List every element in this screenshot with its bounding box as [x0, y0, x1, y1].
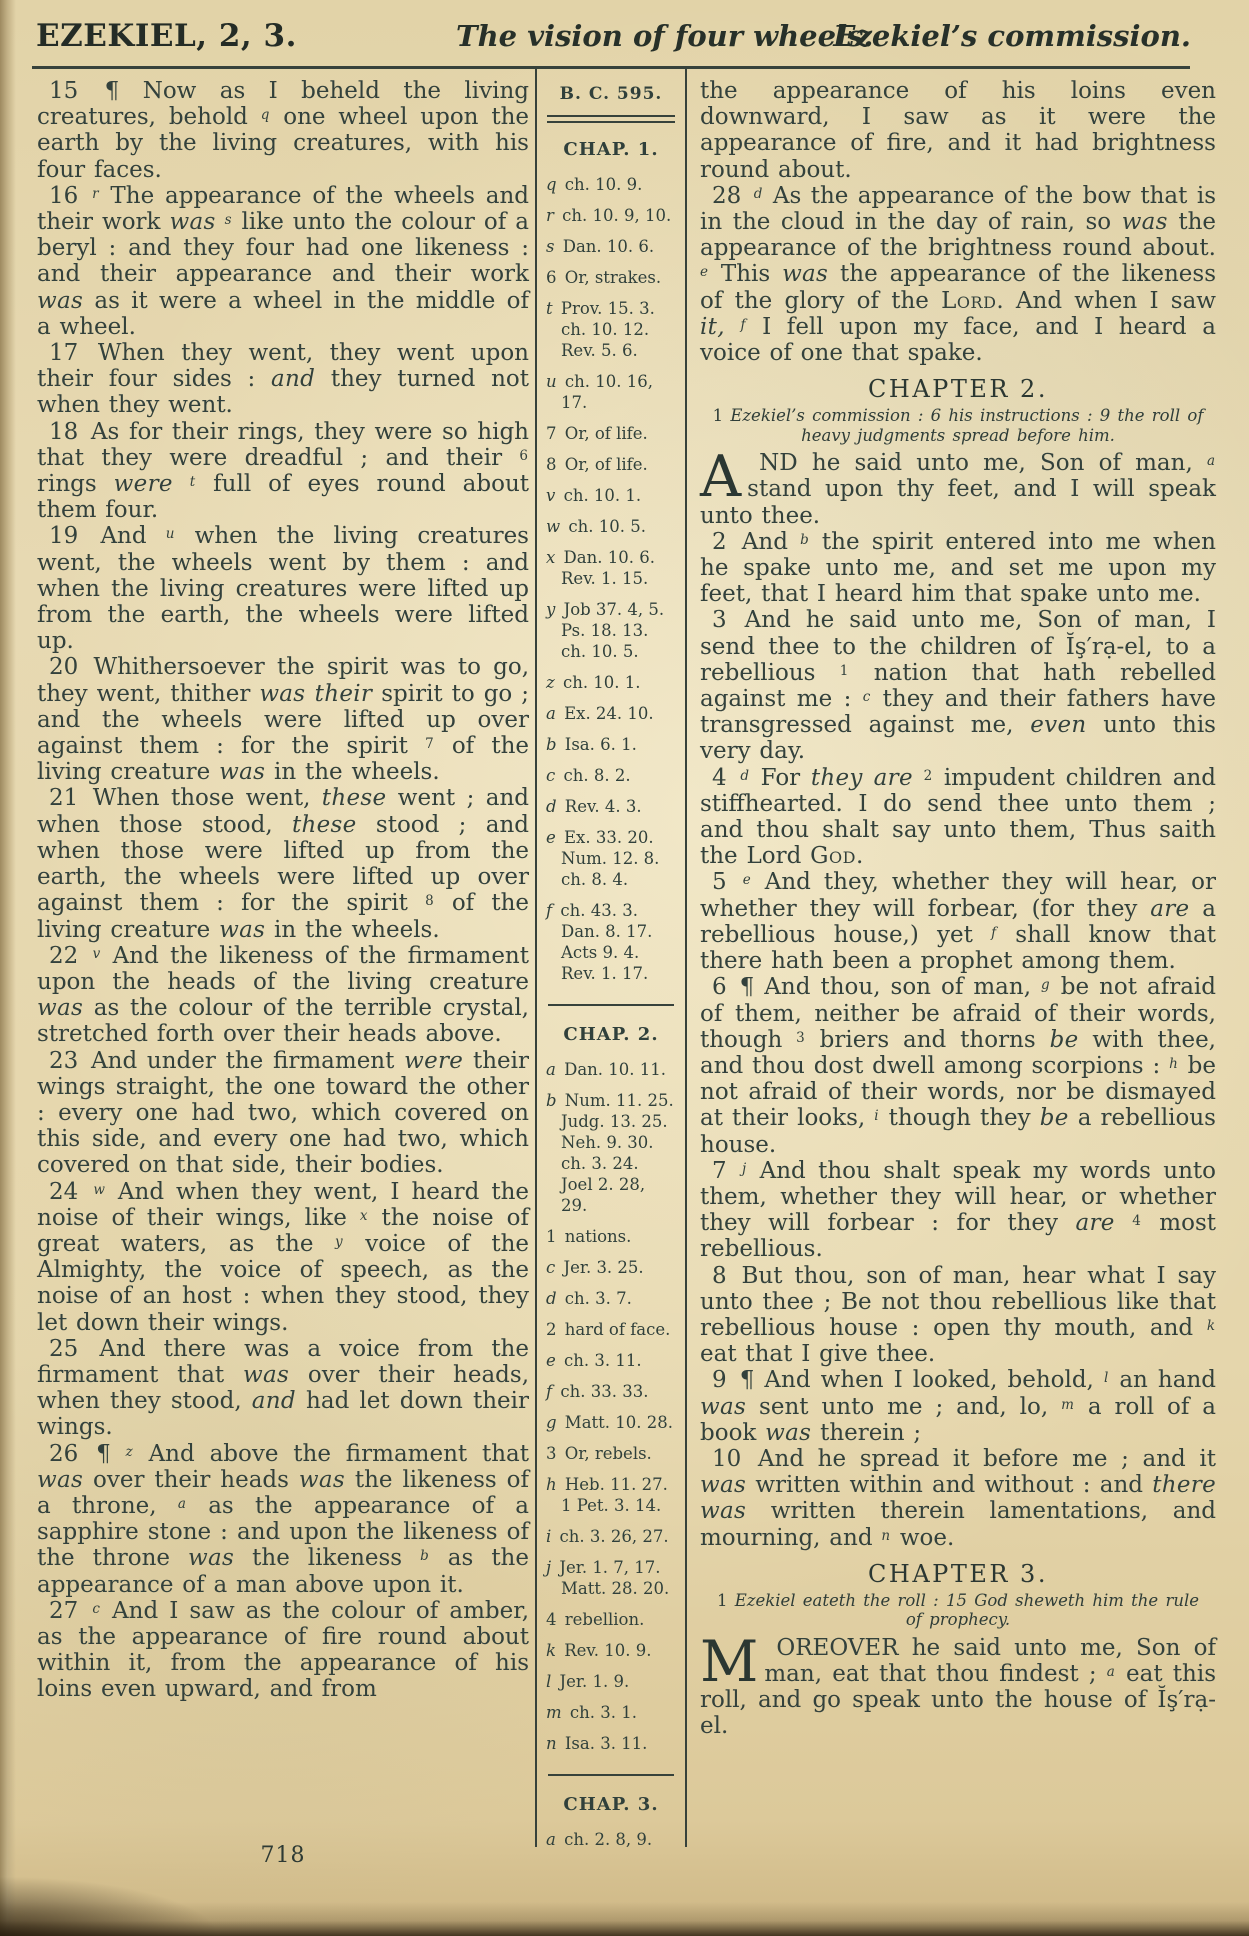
- reference-mark: a: [546, 704, 556, 723]
- reference-mark: t: [546, 299, 553, 318]
- verse: 20 Whithersoever the spirit was to go, they went, thither was their spirit to go ; and the wheels were lifted up over against them : for the spirit $^7$ of the living creature was in the wheels.: [37, 654, 530, 786]
- reference-mark: f: [546, 1382, 553, 1401]
- reference-mark: l: [546, 1672, 552, 1691]
- chapter-heading: CHAPTER 3.: [868, 1559, 1048, 1588]
- cross-reference: f ch. 43. 3. Dan. 8. 17. Acts 9. 4. Rev. 1. 17.: [546, 901, 653, 983]
- scripture-column-left: [37, 78, 529, 1703]
- reference-mark: e: [546, 828, 556, 847]
- verse: 9 ¶ And when I looked, behold, $^l$ an hand was sent unto me ; and, lo, $^m$ a roll of a book was therein ;: [700, 1367, 1216, 1446]
- verse-number: 7: [712, 1157, 727, 1184]
- cross-reference: a Ex. 24. 10.: [546, 704, 654, 723]
- verse: 23 And under the firmament were their wings straight, the one toward the other : every one had two, which covered on this side, and every one had two, which covered on that side, their bodies.: [37, 1047, 529, 1179]
- reference-mark: k: [546, 1641, 556, 1660]
- verse-number: 26: [49, 1440, 79, 1467]
- page-gutter-edge: [0, 0, 16, 1936]
- page-header: [36, 18, 1191, 62]
- cross-reference: h Heb. 11. 27. 1 Pet. 3. 14.: [546, 1475, 668, 1515]
- cross-reference: 2 hard of face.: [546, 1320, 671, 1339]
- verse-number: 25: [49, 1335, 79, 1362]
- cross-reference: 3 Or, rebels.: [546, 1444, 652, 1463]
- reference-mark: b: [546, 1091, 557, 1110]
- reference-mark: x: [546, 548, 556, 567]
- cross-reference: 7 Or, of life.: [546, 424, 648, 443]
- cross-reference: c Jer. 3. 25.: [546, 1258, 644, 1277]
- cross-reference: r ch. 10. 9, 10.: [546, 206, 672, 225]
- chapter-summary: 1 Ezekiel eateth the roll : 15 God sheweth him the rule of prophecy.: [716, 1590, 1200, 1630]
- cross-reference: n Isa. 3. 11.: [546, 1734, 648, 1753]
- verse-number: 17: [49, 340, 79, 367]
- verse-number: 18: [49, 418, 79, 445]
- reference-mark: r: [546, 206, 554, 225]
- cross-reference: b Isa. 6. 1.: [546, 735, 637, 754]
- reference-mark: s: [546, 237, 555, 256]
- verse: 18 As for their rings, they were so high that they were dreadful ; and their $^6$ rings were $^t$ full of eyes round about them four.: [37, 418, 529, 524]
- verse: 8 But thou, son of man, hear what I say unto thee ; Be not thou rebellious like that rebellious house : open thy mouth, and $^k$ eat that I give thee.: [700, 1262, 1216, 1368]
- book-chapter-title: EZEKIEL, 2, 3.: [36, 18, 297, 54]
- cross-reference: d Rev. 4. 3.: [546, 797, 642, 816]
- cross-reference: 6 Or, strakes.: [546, 268, 662, 287]
- running-head-right: Ezekiel’s commission.: [833, 19, 1191, 53]
- reference-mark: 2: [546, 1320, 557, 1339]
- verse-number: 8: [712, 1262, 727, 1289]
- reference-mark: d: [546, 797, 557, 816]
- header-rule: [32, 66, 1190, 69]
- reference-mark: a: [546, 1060, 556, 1079]
- column-rule-right: [685, 69, 687, 1847]
- cross-reference: 4 rebellion.: [546, 1610, 645, 1629]
- cross-reference: a Dan. 10. 11.: [546, 1060, 666, 1079]
- verse: 16 $^r$ The appearance of the wheels and their work was $^s$ like unto the colour of a beryl : and they four had one likeness : and their appearance and their work was as it were a wheel in the middle of a wheel.: [37, 182, 530, 340]
- chap-label: CHAP. 3.: [563, 1794, 659, 1815]
- running-head-left: The vision of four wheels.: [456, 19, 874, 53]
- verse-number: 15: [49, 78, 79, 104]
- cross-reference: e Ex. 33. 20. Num. 12. 8. ch. 8. 4.: [546, 828, 660, 889]
- cross-reference: q ch. 10. 9.: [546, 175, 643, 194]
- verse: 24 $^w$ And when they went, I heard the noise of their wings, like $^x$ the noise of great waters, as the $^y$ voice of the Almighty, the voice of speech, as the noise of an host : when they stood, they let down their wings.: [37, 1178, 530, 1336]
- reference-mark: w: [546, 517, 561, 536]
- verse: 10 And he spread it before me ; and it was written within and without : and there was written therein lamentations, and mourning, and $^n$ woe.: [700, 1445, 1216, 1551]
- reference-mark: b: [546, 735, 557, 754]
- date-heading: B. C. 595.: [559, 84, 663, 104]
- reference-mark: 7: [546, 424, 557, 443]
- chapter-summary: 1 Ezekiel’s commission : 6 his instructions : 9 the roll of heavy judgments spread before him.: [712, 406, 1204, 445]
- reference-mark: 4: [546, 1610, 557, 1629]
- cross-reference: j Jer. 1. 7, 17. Matt. 28. 20.: [546, 1558, 670, 1598]
- reference-mark: 8: [546, 455, 557, 474]
- verse-number: 10: [712, 1445, 742, 1472]
- chap-label: CHAP. 1.: [563, 139, 659, 160]
- chapter-heading: CHAPTER 2.: [868, 375, 1048, 404]
- cross-reference: k Rev. 10. 9.: [546, 1641, 652, 1660]
- verse-number: 24: [49, 1178, 79, 1205]
- reference-mark: m: [546, 1703, 562, 1722]
- verse-continuation: the appearance of his loins even downward, I saw as it were the appearance of fire, and it had brightness round about.: [700, 78, 1216, 183]
- cross-reference: m ch. 3. 1.: [546, 1703, 637, 1722]
- verse-number: 27: [49, 1597, 79, 1624]
- cross-reference: y Job 37. 4, 5. Ps. 18. 13. ch. 10. 5.: [546, 600, 665, 661]
- verse-number: 3: [712, 607, 727, 634]
- reference-mark: d: [546, 1289, 557, 1308]
- verse-number: 9: [712, 1367, 727, 1394]
- cross-reference: s Dan. 10. 6.: [546, 237, 655, 256]
- reference-mark: n: [546, 1734, 557, 1753]
- verse-number: 28: [712, 182, 742, 209]
- cross-reference: f ch. 33. 33.: [546, 1382, 649, 1401]
- verse-number: 2: [712, 528, 727, 555]
- section-divider: [548, 1774, 674, 1776]
- reference-mark: c: [546, 766, 556, 785]
- verse: 17 When they went, they went upon their four sides : and they turned not when they went.: [37, 340, 529, 419]
- verse: 3 And he said unto me, Son of man, I send thee to the children of Ĭş′rạ-el, to a rebellious $^1$ nation that hath rebelled against me : $^c$ they and their fathers have transgressed against me, even unto this very day.: [700, 607, 1216, 765]
- cross-reference: b Num. 11. 25. Judg. 13. 25. Neh. 9. 30. ch. 3. 24. Joel 2. 28, 29.: [546, 1091, 674, 1215]
- cross-reference: e ch. 3. 11.: [546, 1351, 642, 1370]
- scripture-column-right: [700, 78, 1216, 1740]
- cross-reference: t Prov. 15. 3. ch. 10. 12. Rev. 5. 6.: [546, 299, 655, 360]
- cross-reference: c ch. 8. 2.: [546, 766, 631, 785]
- verse: 15 ¶ Now as I beheld the living creatures, behold $^q$ one wheel upon the earth by the living creatures, with his four faces.: [37, 78, 529, 183]
- verse: 6 ¶ And thou, son of man, $^g$ be not afraid of them, neither be afraid of their words, though $^3$ briers and thorns be with thee, and thou dost dwell among scorpions : $^h$ be not afraid of their words, nor be dismayed at their looks, $^i$ though they be a rebellious house.: [700, 974, 1217, 1158]
- center-refs: [546, 139, 676, 1850]
- drop-cap: M: [700, 1628, 759, 1695]
- verse: 25 And there was a voice from the firmament that was over their heads, when they stood, and had let down their wings.: [37, 1335, 530, 1441]
- cross-reference: w ch. 10. 5.: [546, 517, 646, 536]
- reference-mark: i: [546, 1527, 552, 1546]
- verse: 27 $^c$ And I saw as the colour of amber, as the appearance of fire round about within it, from the appearance of his loins even upward, and from: [37, 1597, 529, 1703]
- reference-mark: c: [546, 1258, 556, 1277]
- page-bottom-edge: [0, 1902, 1249, 1936]
- reference-mark: j: [546, 1558, 552, 1577]
- reference-mark: q: [546, 175, 557, 194]
- verse-number: 16: [49, 182, 79, 209]
- verse: AND he said unto me, Son of man, $^a$ stand upon thy feet, and I will speak unto thee.: [700, 444, 1216, 529]
- verse: 28 $^d$ As the appearance of the bow that is in the cloud in the day of rain, so was the appearance of the brightness round about. $^e$ This was the appearance of the likeness of the glory of the Lord. And when I saw it, $^f$ I fell upon my face, and I heard a voice of one that spake.: [700, 182, 1216, 367]
- chap-label: CHAP. 2.: [563, 1024, 659, 1045]
- verse: 2 And $^b$ the spirit entered into me when he spake unto me, and set me upon my feet, that I heard him that spake unto me.: [700, 528, 1216, 608]
- cross-reference: i ch. 3. 26, 27.: [546, 1527, 669, 1546]
- cross-reference: l Jer. 1. 9.: [546, 1672, 630, 1691]
- verse: 4 $^d$ For they are $^2$ impudent children and stiffhearted. I do send thee unto them ; and thou shalt say unto them, Thus saith the Lord God.: [700, 764, 1217, 870]
- verse: 5 $^e$ And they, whether they will hear, or whether they will forbear, (for they are a rebellious house,) yet $^f$ shall know that there hath been a prophet among them.: [700, 869, 1217, 975]
- verse: 26 ¶ $^z$ And above the firmament that was over their heads was the likeness of a throne, $^a$ as the appearance of a sapphire stone : and upon the likeness of the throne was the likeness $^b$ as the appearance of a man above upon it.: [37, 1440, 529, 1598]
- verse-number: 5: [712, 869, 727, 896]
- reference-mark: h: [546, 1475, 557, 1494]
- verse: 22 $^v$ And the likeness of the firmament upon the heads of the living creature was as the colour of the terrible crystal, stretched forth over their heads above.: [37, 942, 529, 1048]
- cross-reference: z ch. 10. 1.: [546, 673, 641, 692]
- verse-number: 22: [49, 942, 79, 969]
- verse: 21 When those went, these went ; and when those stood, these stood ; and when those were lifted up from the earth, the wheels were lifted up over against them : for the spirit $^8$ of the living creature was in the wheels.: [37, 785, 530, 943]
- cross-reference: a ch. 2. 8, 9.: [546, 1830, 653, 1849]
- verse-number: 6: [712, 974, 727, 1001]
- cross-reference: d ch. 3. 7.: [546, 1289, 632, 1308]
- cross-reference: g Matt. 10. 28.: [546, 1413, 674, 1432]
- reference-mark: f: [546, 901, 553, 920]
- reference-mark: g: [546, 1413, 557, 1432]
- page-number: 718: [260, 1843, 306, 1868]
- reference-mark: e: [546, 1351, 556, 1370]
- cross-reference: 8 Or, of life.: [546, 455, 648, 474]
- section-divider: [548, 1004, 674, 1006]
- cross-reference: x Dan. 10. 6. Rev. 1. 15.: [546, 548, 655, 588]
- verse: 7 $^j$ And thou shalt speak my words unto them, whether they will hear, or whether they will forbear : for they are $^4$ most rebellious.: [700, 1157, 1217, 1263]
- reference-mark: v: [546, 486, 556, 505]
- reference-mark: 3: [546, 1444, 557, 1463]
- verse-number: 19: [49, 523, 79, 550]
- reference-mark: 6: [546, 268, 557, 287]
- reference-mark: z: [546, 673, 555, 692]
- drop-cap: A: [700, 444, 742, 511]
- verse-number: 20: [49, 654, 79, 681]
- reference-mark: a: [546, 1830, 556, 1849]
- reference-mark: y: [546, 600, 556, 619]
- cross-reference: 1 nations.: [546, 1227, 632, 1246]
- reference-mark: 1: [546, 1227, 557, 1246]
- cross-reference: u ch. 10. 16, 17.: [546, 372, 653, 412]
- reference-mark: u: [546, 372, 557, 391]
- cross-reference-column: [546, 84, 676, 1860]
- date-rule: [547, 115, 675, 123]
- verse-number: 23: [49, 1047, 79, 1074]
- verse-number: 4: [712, 764, 727, 791]
- cross-reference: v ch. 10. 1.: [546, 486, 642, 505]
- verse: 19 And $^u$ when the living creatures went, the wheels went by them : and when the living creatures were lifted up from the earth, the wheels were lifted up.: [37, 523, 529, 655]
- column-rule-left: [535, 69, 537, 1847]
- verse: MOREOVER he said unto me, Son of man, eat that thou findest ; $^a$ eat this roll, and go speak unto the house of Ĭş′rạ-el.: [700, 1628, 1216, 1740]
- verse-number: 21: [49, 785, 79, 812]
